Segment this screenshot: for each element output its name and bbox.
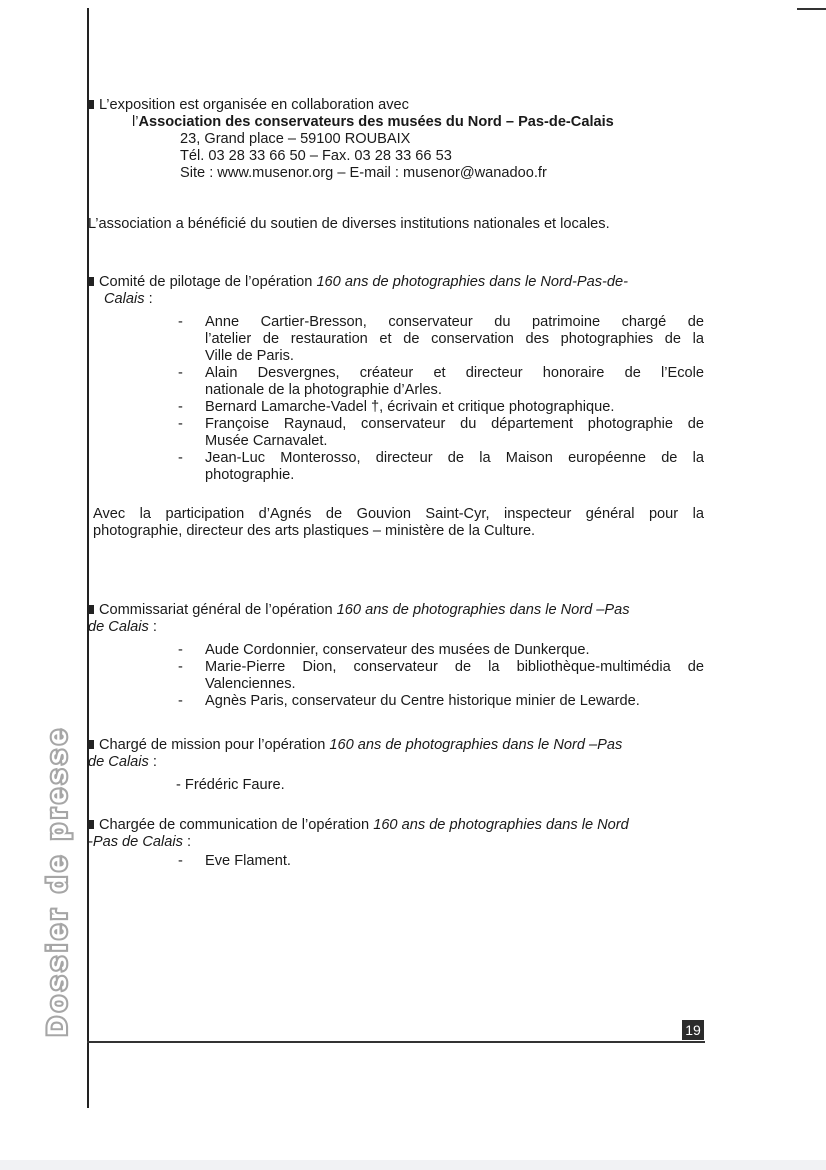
sidebar-title [34,596,74,1041]
mission-heading-prefix: Chargé de mission pour l’opération [99,737,330,753]
list-item [178,642,704,659]
dash-bullet: - [178,450,183,466]
dash-bullet: - [178,642,183,658]
communication-heading-prefix: Chargée de communication de l’opération [99,817,374,833]
association-address: 23, Grand place – 59100 ROUBAIX [180,131,411,147]
square-bullet-icon [88,277,94,286]
member-line: Ville de Paris. [205,348,294,364]
sidebar-title-text: Dossier de presse [42,725,72,1036]
association-phone: Tél. 03 28 33 66 50 – Fax. 03 28 33 66 53 [180,148,452,164]
square-bullet-icon [88,100,94,109]
mission-section [88,737,704,794]
pilotage-heading-title-1: 160 ans de photographies dans le Nord-Pas-de- [316,274,628,290]
association-web-text[interactable]: Site : www.musenor.org – E-mail : musenor@wanadoo.fr [180,165,547,181]
member-line: Valenciennes. [205,676,296,692]
list-item [178,365,704,399]
communication-heading-suffix: : [182,834,192,850]
communication-member: Eve Flament. [205,853,291,869]
footer-rule [87,1041,705,1043]
association-web [88,165,614,182]
commissariat-heading-suffix: : [148,619,157,635]
square-bullet-icon [88,740,94,749]
association-prefix: l’ [132,114,139,130]
list-item [178,659,704,693]
dash-bullet: - [178,659,183,675]
bottom-scan-band [0,1160,826,1170]
member-line: Alain Desvergnes, créateur et directeur honoraire de l’Ecole [205,365,704,381]
mission-member: - Frédéric Faure. [176,777,285,793]
pilotage-section [88,274,704,308]
member-line: Aude Cordonnier, conservateur des musées de Dunkerque. [205,642,590,658]
commissariat-heading-prefix: Commissariat général de l’opération [99,602,337,618]
list-item [88,853,704,870]
dash-bullet: - [178,693,183,709]
communication-heading-title-1: 160 ans de photographies dans le Nord [373,817,629,833]
member-line: nationale de la photographie d’Arles. [205,382,442,398]
mission-heading-title-2: de Calais [88,754,149,770]
member-line: Jean-Luc Monterosso, directeur de la Maison européenne de la [205,450,704,466]
square-bullet-icon [88,820,94,829]
dash-bullet: - [178,365,183,381]
page-number: 19 [682,1020,704,1040]
exhibition-section [88,97,614,182]
member-line: Françoise Raynaud, conservateur du département photographie de [205,416,704,432]
pilotage-heading-title-2: Calais [104,291,145,307]
top-edge-mark [797,8,826,10]
list-item [178,693,704,710]
member-line: Marie-Pierre Dion, conservateur de la bibliothèque-multimédia de [205,659,704,675]
exhibition-intro-text: L’exposition est organisée en collaboration avec [99,97,409,113]
communication-heading-title-2: -Pas de Calais [88,834,183,850]
list-item [178,416,704,450]
association-name-line [88,114,614,131]
commissariat-heading-title-2: de Calais [88,619,149,635]
association-name: Association des conservateurs des musées du Nord – Pas-de-Calais [138,114,614,130]
participation-note [93,506,704,540]
pilotage-heading-cont [88,291,704,308]
communication-section [88,817,704,870]
mission-heading [88,737,704,754]
participation-line-2: photographie, directeur des arts plastiques – ministère de la Culture. [93,523,536,539]
member-line: Anne Cartier-Bresson, conservateur du patrimoine chargé de [205,314,704,330]
support-statement: L’association a bénéficié du soutien de diverses institutions nationales et locales. [88,216,610,232]
dash-bullet: - [178,399,183,415]
commissariat-section [88,602,704,636]
mission-heading-suffix: : [148,754,157,770]
participation-line-1: Avec la participation d’Agnés de Gouvion Saint-Cyr, inspecteur général pour la [93,506,704,522]
member-line: Agnès Paris, conservateur du Centre historique minier de Lewarde. [205,693,640,709]
member-line: Bernard Lamarche-Vadel †, écrivain et critique photographique. [205,399,615,415]
commissariat-heading-title-1: 160 ans de photographies dans le Nord –Pas [336,602,630,618]
dash-bullet: - [178,853,183,869]
member-line: Musée Carnavalet. [205,433,328,449]
commissariat-heading-cont [88,619,704,636]
pilotage-heading [88,274,704,291]
list-item [178,314,704,365]
mission-heading-title-1: 160 ans de photographies dans le Nord –Pas [329,737,623,753]
communication-heading [88,817,704,834]
dash-bullet: - [178,416,183,432]
dash-bullet: - [178,314,183,330]
pilotage-members [178,314,704,484]
mission-heading-cont [88,754,704,771]
square-bullet-icon [88,605,94,614]
commissariat-heading [88,602,704,619]
list-item [178,399,704,416]
pilotage-heading-prefix: Comité de pilotage de l’opération [99,274,317,290]
commissariat-members [178,642,704,710]
pilotage-heading-suffix: : [144,291,153,307]
member-line: photographie. [205,467,295,483]
communication-heading-cont [88,834,704,851]
list-item [178,450,704,484]
exhibition-intro [88,97,614,114]
member-line: l’atelier de restauration et de conservation des photographies de la [205,331,704,347]
